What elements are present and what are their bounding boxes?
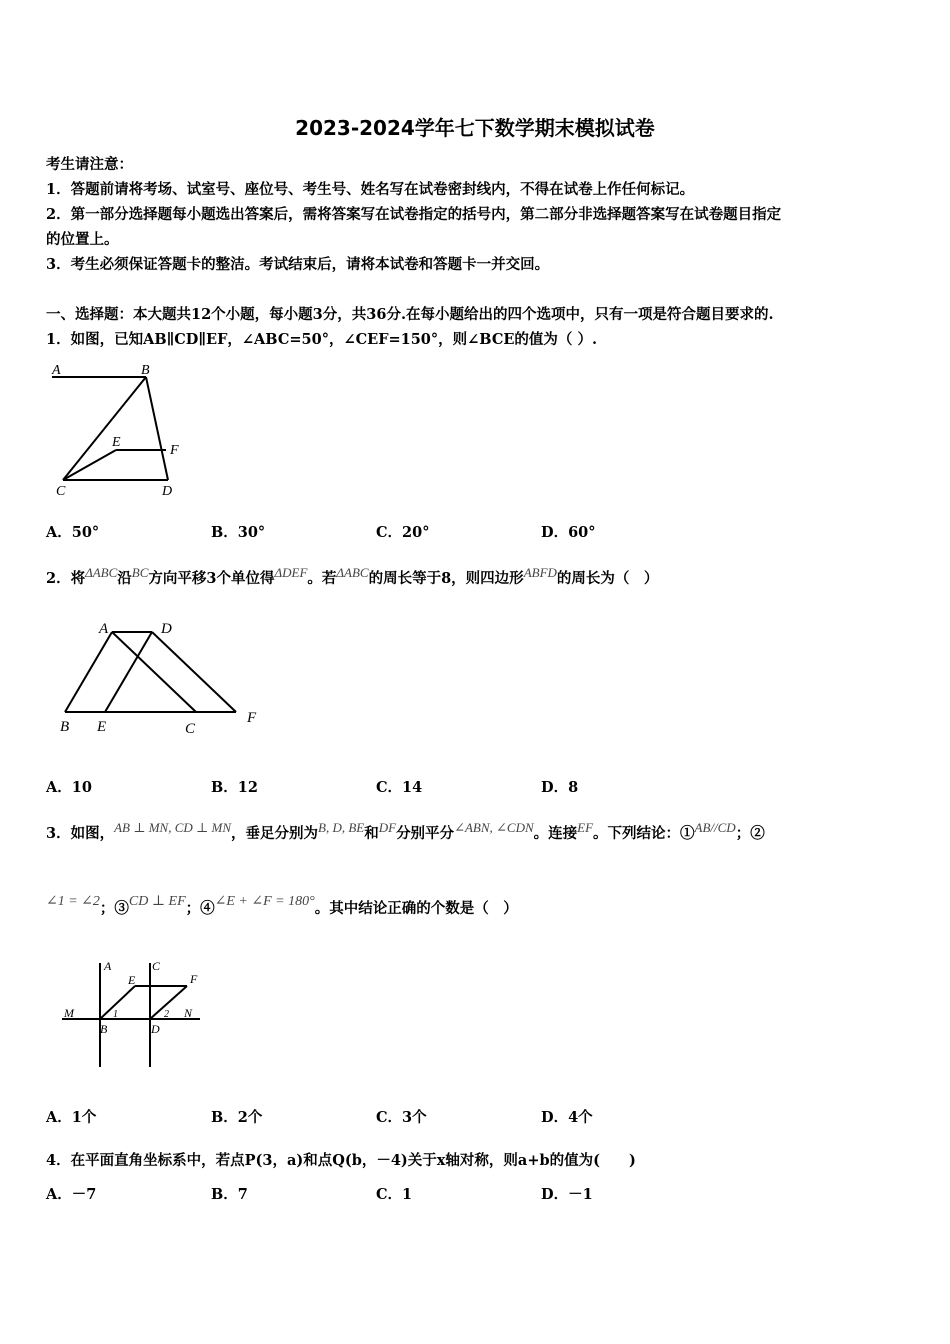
- line-ce: [63, 450, 116, 480]
- q2-option-a[interactable]: A．10: [46, 779, 92, 796]
- question-2-figure: [46, 615, 276, 745]
- label-e: E: [128, 973, 136, 987]
- label-f: F: [170, 443, 179, 458]
- math: BC: [131, 565, 149, 580]
- label-m: M: [64, 1006, 74, 1020]
- label-f: F: [190, 972, 198, 986]
- math: ∠ABN, ∠CDN: [454, 820, 534, 835]
- q2-option-d[interactable]: D．8: [541, 779, 579, 796]
- notice-item: 的位置上。: [46, 231, 119, 248]
- notice-item: 2．第一部分选择题每小题选出答案后，需将答案写在试卷指定的括号内，第二部分非选择题答案写在试卷题目指定: [46, 206, 782, 223]
- q3-option-a[interactable]: A．1个: [46, 1109, 97, 1126]
- math: CD ⊥ EF: [128, 894, 186, 909]
- q3-option-d[interactable]: D．4个: [541, 1109, 593, 1126]
- math: EF: [577, 820, 594, 835]
- line-bd: [146, 377, 168, 480]
- label-f: F: [247, 710, 257, 726]
- notice-item: 3．考生必须保证答题卡的整洁。考试结束后，请将本试卷和答题卡一并交回。: [46, 256, 550, 273]
- q1-option-d[interactable]: D．60°: [541, 524, 596, 541]
- q1-option-a[interactable]: A．50°: [46, 524, 100, 541]
- label-d: D: [161, 621, 172, 637]
- math: ΔABC: [85, 565, 118, 580]
- q4-option-b[interactable]: B．7: [211, 1186, 248, 1203]
- section-heading: 一、选择题：本大题共12个小题，每小题3分，共36分.在每小题给出的四个选项中，只有一项是符合题目要求的.: [46, 306, 774, 323]
- question-3-stem-line2: ∠1 = ∠2；③CD ⊥ EF；④∠E + ∠F = 180°。其中结论正确的个数是（ ）: [46, 894, 518, 917]
- question-4-stem: 4．在平面直角坐标系中，若点P(3，a)和点Q(b，－4)关于x轴对称，则a+b的值为( ): [46, 1152, 636, 1169]
- q2-option-c[interactable]: C．14: [376, 779, 423, 796]
- question-2-stem: 2．将ΔABC沿BC方向平移3个单位得ΔDEF。若ΔABC的周长等于8，则四边形ABFD的周长为（ ）: [46, 565, 659, 587]
- q4-option-c[interactable]: C．1: [376, 1186, 413, 1203]
- label-c: C: [185, 721, 196, 737]
- question-3-figure: [60, 955, 210, 1075]
- math: AB ⊥ MN, CD ⊥ MN: [114, 820, 231, 835]
- label-angle-1: 1: [113, 1009, 118, 1020]
- label-a: A: [104, 959, 112, 973]
- q4-option-a[interactable]: A．－7: [46, 1186, 97, 1203]
- q3-option-c[interactable]: C．3个: [376, 1109, 427, 1126]
- question-1-figure: [46, 360, 196, 500]
- label-angle-2: 2: [164, 1009, 169, 1020]
- label-a: A: [99, 621, 109, 637]
- label-b: B: [100, 1022, 108, 1036]
- q1-option-b[interactable]: B．30°: [211, 524, 266, 541]
- math: ABFD: [523, 565, 557, 580]
- notice-heading: 考生请注意：: [46, 156, 133, 173]
- math: AB//CD: [694, 820, 736, 835]
- math: B, D, BE: [318, 820, 365, 835]
- label-c: C: [56, 484, 66, 499]
- q3-option-b[interactable]: B．2个: [211, 1109, 263, 1126]
- label-d: D: [151, 1022, 160, 1036]
- q4-option-d[interactable]: D．－1: [541, 1186, 593, 1203]
- label-c: C: [152, 959, 161, 973]
- q2-option-b[interactable]: B．12: [211, 779, 258, 796]
- q1-option-c[interactable]: C．20°: [376, 524, 430, 541]
- math: DF: [378, 820, 397, 835]
- page-title: 2023-2024学年七下数学期末模拟试卷: [295, 116, 655, 140]
- question-3-stem-line1: 3．如图，AB ⊥ MN, CD ⊥ MN，垂足分别为B, D, BE和DF分别平分∠ABN, ∠CDN。连接EF。下列结论：①AB//CD；②: [46, 820, 765, 842]
- notice-item: 1．答题前请将考场、试室号、座位号、考生号、姓名写在试卷密封线内，不得在试卷上作任何标记。: [46, 181, 695, 198]
- label-b: B: [60, 719, 70, 735]
- math: ΔDEF: [274, 565, 308, 580]
- label-n: N: [184, 1006, 193, 1020]
- label-e: E: [112, 435, 121, 450]
- label-e: E: [97, 719, 107, 735]
- math: ∠E + ∠F = 180°: [214, 894, 315, 909]
- label-d: D: [162, 484, 173, 499]
- math: ∠1 = ∠2: [46, 894, 100, 909]
- line-bc: [63, 377, 146, 480]
- math: ΔABC: [336, 565, 369, 580]
- question-1-stem: 1．如图，已知AB∥CD∥EF，∠ABC=50°，∠CEF=150°，则∠BCE的值为（ ）.: [46, 331, 598, 348]
- label-b: B: [141, 363, 150, 378]
- label-a: A: [52, 363, 61, 378]
